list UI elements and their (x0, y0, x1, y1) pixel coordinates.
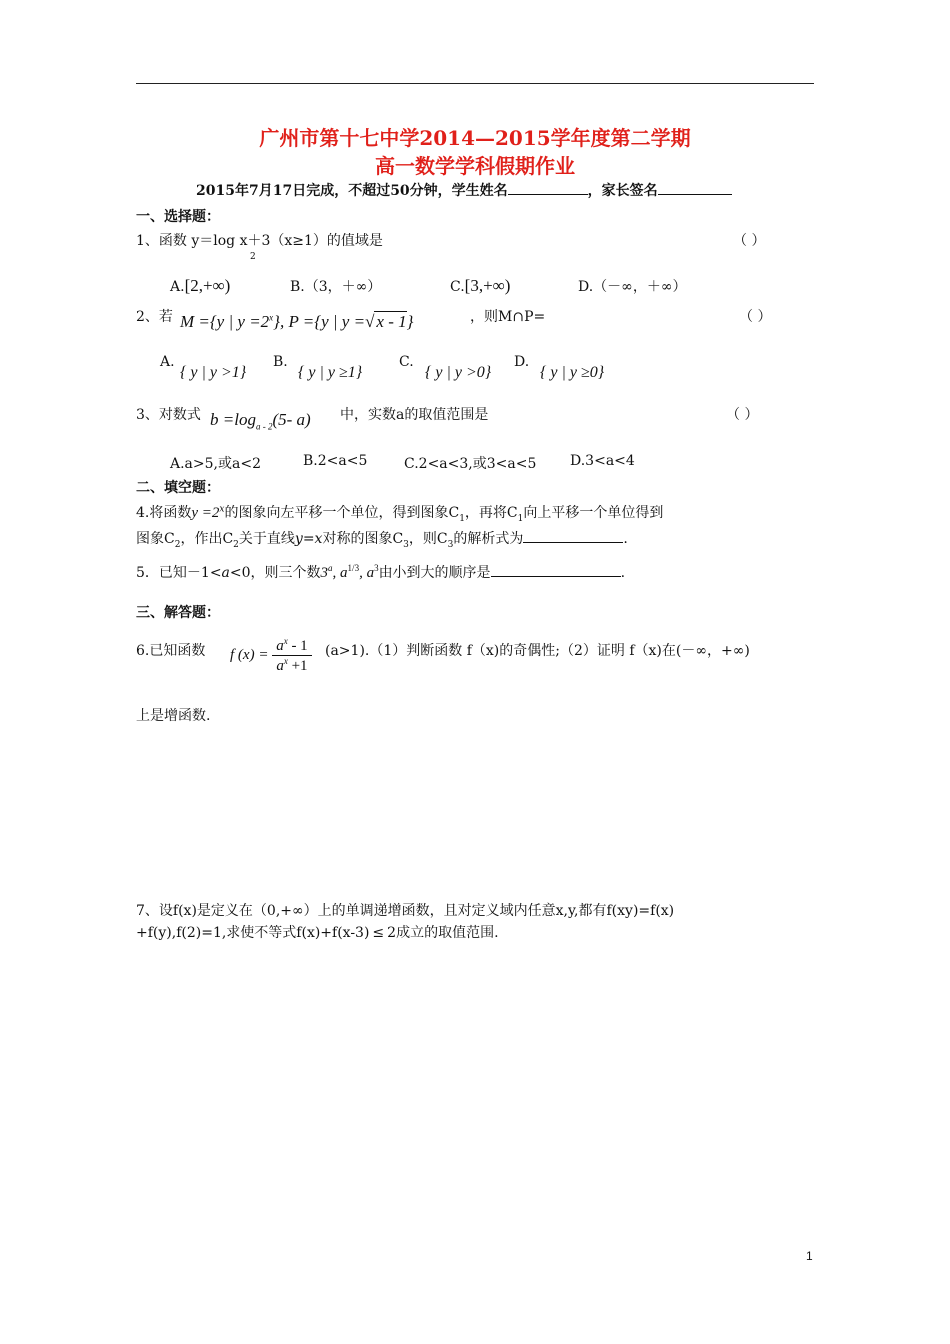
title-line-1: 广州市第十七中学2014—2015学年度第二学期 (259, 126, 691, 150)
q3-option-d: D.3<a<4 (570, 453, 635, 469)
q3-option-a: A.a>5,或a<2 (170, 456, 261, 472)
q4-line-2: 图象$C_2$，作出$C_2$关于直线y=x对称的图象$C_3$，则$C_3$的解析式为 . (136, 528, 628, 550)
q1-option-c: C.[3,+∞) (450, 276, 511, 295)
q1-option-d: D.（－∞，＋∞） (578, 279, 687, 295)
section-choice: 一、选择题： (136, 209, 220, 225)
q6-line-2: 上是增函数. (136, 708, 211, 724)
q3-option-c: C.2<a<3,或3<a<5 (404, 456, 537, 472)
q5-answer-blank[interactable] (491, 562, 621, 577)
title-line-2: 高一数学学科假期作业 (375, 154, 575, 178)
q3-option-b: B.2<a<5 (303, 453, 368, 469)
q3-log-expression: $b =\log_{a - 2}(5-$ a) (210, 410, 311, 432)
q1-option-b: B.（3，＋∞） (290, 279, 382, 295)
q2-option-d: { y | y ≥0} (540, 364, 605, 381)
q1-option-a: A.[2,+∞) (170, 276, 231, 295)
q6-text: (a>1).（1）判断函数 f（x)的奇偶性;（2）证明 f（x)在(－∞，+∞) (325, 643, 750, 659)
q5-line: 5．已知－1<a<0，则三个数3$^a$, $a^{1/3}$, $a^3$由小到大的顺序是 . (136, 563, 626, 581)
q4-answer-blank[interactable] (523, 528, 623, 543)
q5-numbers: 3$^a$, $a^{1/3}$, $a^3$ (320, 563, 379, 581)
student-name-blank[interactable] (508, 180, 588, 195)
q2-option-a: { y | y >1} (180, 364, 247, 381)
q2-stem: 2、若 (136, 309, 173, 325)
q2-option-c-label: C. (399, 354, 414, 370)
q2-option-a-label: A. (160, 354, 175, 370)
header-rule (136, 83, 814, 84)
q3-lead: 3、对数式 (136, 407, 201, 423)
info-prefix: 2015年7月17日完成，不超过50分钟，学生姓名 (196, 183, 508, 199)
q1-answer-paren: （ ） (733, 233, 766, 249)
page-number: 1 (806, 1249, 813, 1263)
q2-option-c: { y | y >0} (425, 364, 492, 381)
q3-tail: 中，实数a的取值范围是 (340, 407, 489, 423)
q1-log-base: 2 (250, 252, 256, 262)
info-mid: ，家长签名 (587, 183, 658, 199)
q6-function-expression: f (x) = $\frac{a^x - 1}{a^x +1}$ (230, 636, 312, 675)
section-fill: 二、填空题： (136, 480, 220, 496)
q2-option-b: { y | y ≥1} (298, 364, 363, 381)
q2-option-d-label: D. (514, 354, 530, 370)
q1-stem: 1、函数 y＝log x＋3（x≥1）的值域是 (136, 233, 383, 249)
q2-answer-paren: （ ） (739, 309, 772, 325)
q3-answer-paren: （ ） (726, 407, 759, 423)
q2-tail: ，则M∩P= (470, 309, 546, 325)
q2-sets-expression: M ={y | $y =2^x$}, P ={y | y =√ x - 1} (180, 312, 414, 331)
parent-sign-blank[interactable] (658, 180, 732, 195)
info-line (196, 180, 732, 200)
q7-line-1: 7、设f(x)是定义在（0,+∞）上的单调递增函数，且对定义域内任意x,y,都有f(xy)=f(x) (136, 903, 675, 919)
q2-option-b-label: B. (273, 354, 288, 370)
q7-line-2: +f(y),f(2)=1,求使不等式f(x)+f(x-3) ≤ 2成立的取值范围. (136, 925, 499, 941)
section-answer: 三、解答题： (136, 605, 220, 621)
q6-fraction: $\frac{a^x - 1}{a^x +1}$ (272, 636, 312, 675)
q6-lead: 6.已知函数 (136, 643, 206, 659)
q4-line-1: 4.将函数$y =2^x$的图象向左平移一个单位，得到图象$C_1$，再将$C_1$向上平移一个单位得到 (136, 504, 664, 524)
